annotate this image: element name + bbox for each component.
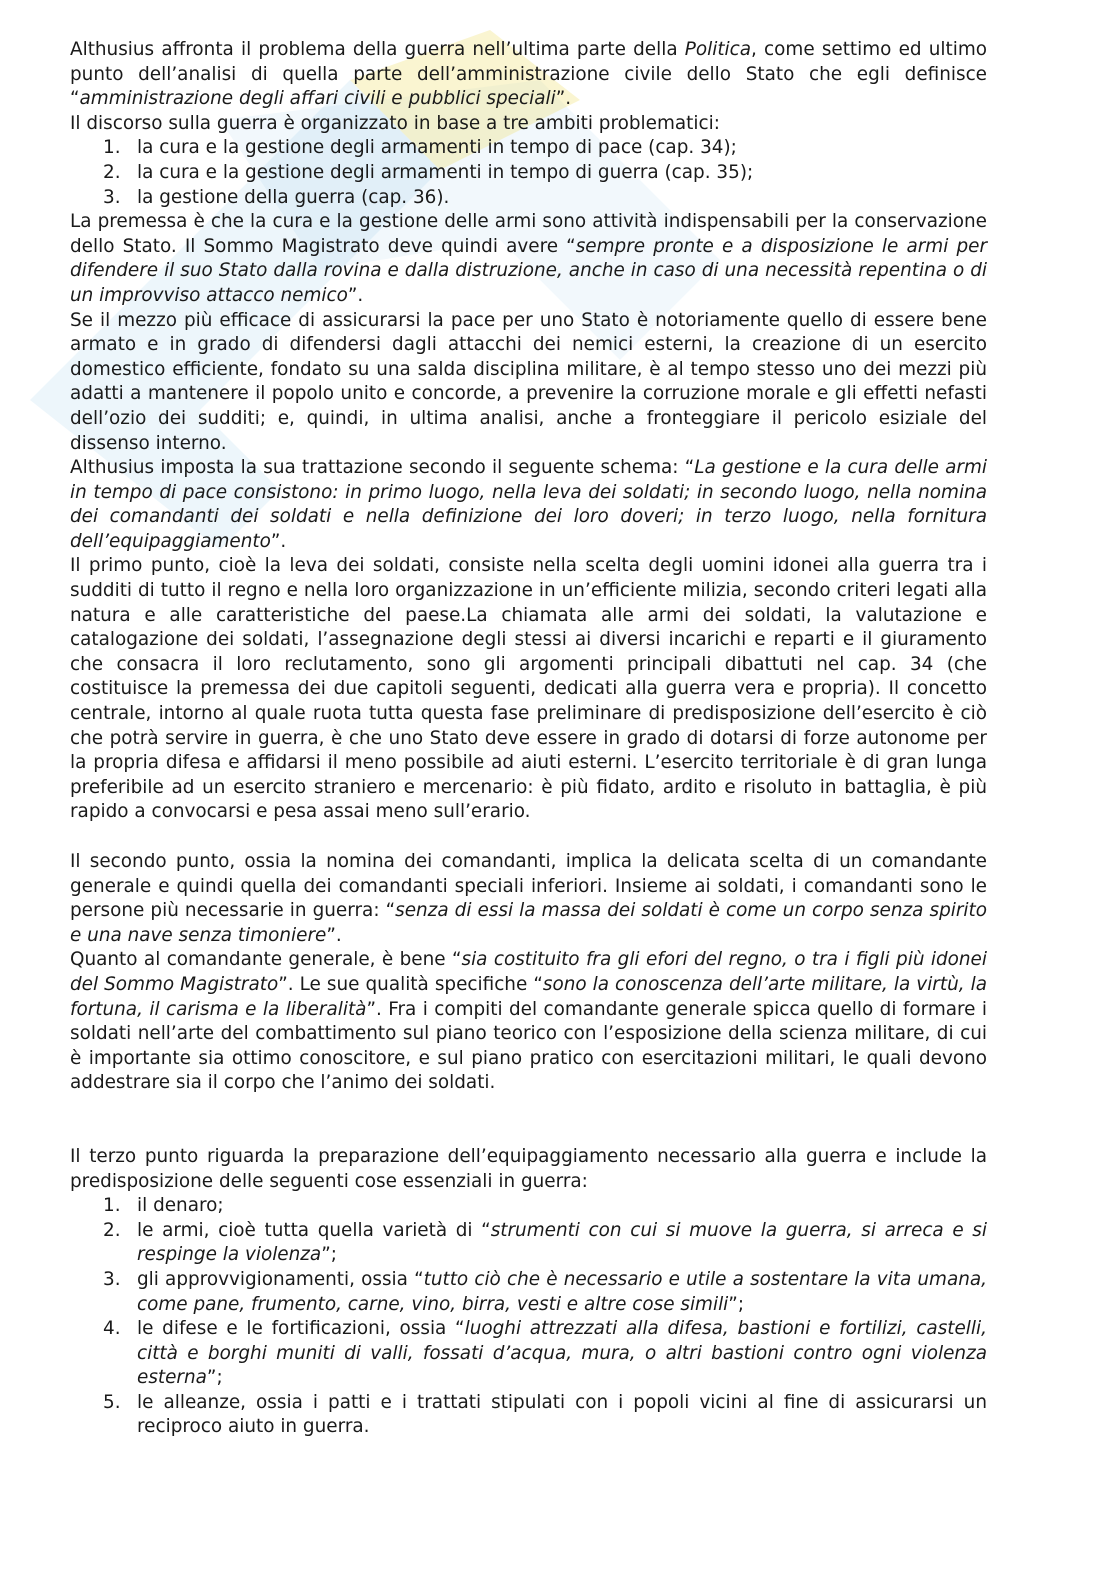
paragraph-spacer (70, 825, 987, 850)
paragraph-intro: Althusius affronta il problema della guerra nell’ultima parte della Politica, come settimo ed ultimo punto dell’analisi di quella parte dell’amministrazione civile dello Stato che egli definisce “amministrazione degli affari civili e pubblici speciali”. (70, 39, 987, 110)
paragraph-primo-punto: Il primo punto, cioè la leva dei soldati, consiste nella scelta degli uomini idonei alla guerra tra i sudditi di tutto il regno e nella loro organizzazione in un’efficiente milizia, secondo criteri legati alla natura e alle caratteristiche del paese.La chiamata alle armi dei soldati, la valutazione e catalogazione dei soldati, l’assegnazione degli stessi ai diversi incarichi e reparti e il giuramento che consacra il loro reclutamento, sono gli argomenti principali dibattuti nel cap. 34 (che costituisce la premessa dei due capitoli seguenti, dedicati alla guerra vera e propria). Il concetto centrale, intorno al quale ruota tutta questa fase preliminare di predisposizione dell’esercito è ciò che potrà servire in guerra, è che uno Stato deve essere in grado di dotarsi di forze autonome per la propria difesa e affidarsi il meno possibile ad aiuti esterni. L’esercito territoriale è di gran lunga preferibile ad un esercito straniero e mercenario: è più fidato, ardito e risoluto in battaglia, è più rapido a convocarsi e pesa assai meno sull’erario. (70, 555, 987, 823)
paragraph-ambiti: Il discorso sulla guerra è organizzato in base a tre ambiti problematici: (70, 112, 720, 134)
paragraph-spacer (70, 1096, 987, 1145)
paragraph-mezzo: Se il mezzo più efficace di assicurarsi la pace per uno Stato è notoriamente quello di essere bene armato e in grado di difendersi dagli attacchi dei nemici esterni, la creazione di un esercito domestico efficiente, fondato su una salda disciplina militare, è al tempo stesso uno dei mezzi più adatti a mantenere il popolo unito e concorde, a prevenire la corruzione morale e gli effetti nefasti dell’ozio dei sudditi; e, quindi, in ultima analisi, anche a fronteggiare il pericolo esiziale del dissenso interno. (70, 309, 987, 454)
list-equipaggiamento (70, 1194, 987, 1440)
paragraph-premessa: La premessa è che la cura e la gestione delle armi sono attività indispensabili per la conservazione dello Stato. Il Sommo Magistrato deve quindi avere “sempre pronte e a disposizione le armi per difendere il suo Stato dalla rovina e dalla distruzione, anche in caso di una necessità repentina o di un improvviso attacco nemico”. (70, 211, 987, 306)
list-ambiti (70, 136, 987, 210)
paragraph-schema: Althusius imposta la sua trattazione secondo il seguente schema: “La gestione e la cura delle armi in tempo di pace consistono: in primo luogo, nella leva dei soldati; in secondo luogo, nella nomina dei comandanti dei soldati e nella definizione dei loro doveri; in terzo luogo, nella fornitura dell’equipaggiamento”. (70, 457, 987, 552)
paragraph-terzo-punto: Il terzo punto riguarda la preparazione dell’equipaggiamento necessario alla guerra e include la predisposizione delle seguenti cose essenziali in guerra: (70, 1145, 987, 1192)
list-item: 1. la cura e la gestione degli armamenti in tempo di pace (cap. 34); (103, 137, 737, 159)
list-item: 3. la gestione della guerra (cap. 36). (103, 186, 450, 208)
list-item: 3. gli approvvigionamenti, ossia “tutto ciò che è necessario e utile a sostentare la vita umana, come pane, frumento, carne, vino, birra, vesti e altre cose simili”; (103, 1268, 987, 1315)
list-item: 1. il denaro; (103, 1195, 224, 1217)
list-item: 5. le alleanze, ossia i patti e i trattati stipulati con i popoli vicini al fine di assicurarsi un reciproco aiuto in guerra. (103, 1391, 987, 1438)
paragraph-comandante: Quanto al comandante generale, è bene “sia costituito fra gli efori del regno, o tra i figli più idonei del Sommo Magistrato”. Le sue qualità specifiche “sono la conoscenza dell’arte militare, la virtù, la fortuna, il carisma e la liberalità”. Fra i compiti del comandante generale spicca quello di formare i soldati nell’arte del combattimento sul piano teorico con l’esposizione della scienza militare, di cui è importante sia ottimo conoscitore, e sul piano pratico con esercitazioni militari, le quali devono addestrare sia il corpo che l’animo dei soldati. (70, 949, 987, 1094)
list-item: 4. le difese e le fortificazioni, ossia “luoghi attrezzati alla difesa, bastioni e fortilizi, castelli, città e borghi muniti di valli, fossati d’acqua, mura, o altri bastioni contro ogni violenza esterna”; (103, 1318, 987, 1389)
paragraph-secondo-punto: Il secondo punto, ossia la nomina dei comandanti, implica la delicata scelta di un comandante generale e quindi quella dei comandanti speciali inferiori. Insieme ai soldati, i comandanti sono le persone più necessarie in guerra: “senza di essi la massa dei soldati è come un corpo senza spirito e una nave senza timoniere”. (70, 851, 987, 946)
list-item: 2. la cura e la gestione degli armamenti in tempo di guerra (cap. 35); (103, 161, 754, 183)
list-item: 2. le armi, cioè tutta quella varietà di “strumenti con cui si muove la guerra, si arreca e si respinge la violenza”; (103, 1219, 987, 1266)
document-page (70, 38, 987, 1440)
